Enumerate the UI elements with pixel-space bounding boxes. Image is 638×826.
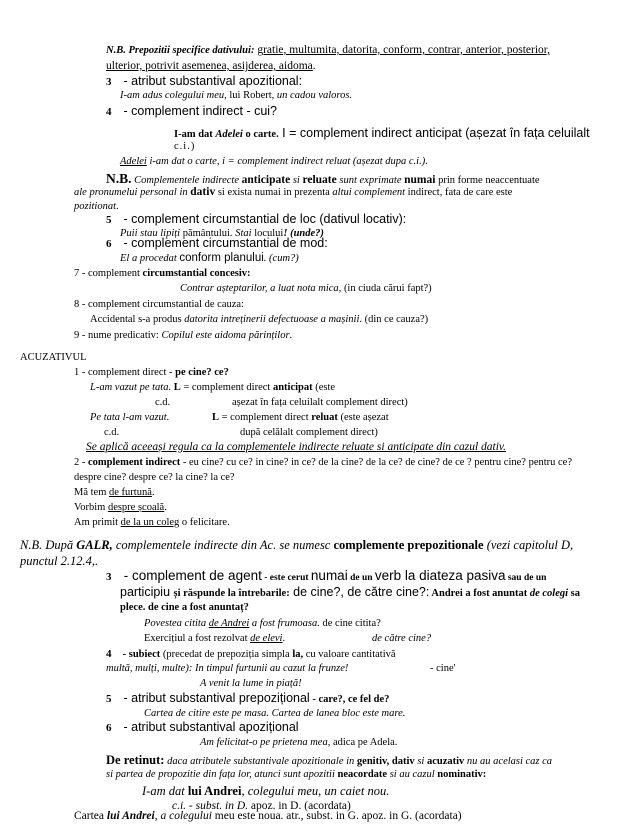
item-text: circumstantial concesiv: [142, 268, 251, 279]
acc-item-3-cont [120, 585, 580, 600]
note-text: nominativ: [437, 769, 487, 780]
acc-example-3 [74, 487, 154, 499]
acc-item-2 [74, 457, 572, 469]
example-text: o felicitare. [179, 517, 230, 528]
item-text: 7 - complement [74, 268, 143, 279]
period: . [282, 633, 286, 644]
example-text: I-am adus colegului meu, [120, 90, 227, 101]
acc-item-6-ex [200, 737, 397, 749]
example-text: = complement direct [180, 382, 273, 393]
example-text: (in ciuda cărui fapt?) [341, 283, 432, 294]
example-text: . (cum?) [263, 253, 299, 264]
item-number: 4 [106, 648, 112, 660]
note-text: acuzativ [426, 756, 465, 767]
period: . [312, 60, 316, 72]
item-4-example-cont [174, 141, 195, 153]
retinut-note-cont [106, 769, 486, 781]
item-8-example [90, 314, 428, 326]
nb-text: indirect, fata de care este [405, 187, 513, 198]
nb-text: N.B. După [20, 538, 77, 552]
item-text: despre cine? despre ce? la cine? la ce? [74, 472, 235, 483]
acc-item-3 [106, 568, 546, 584]
nb-text: si exista numai in prezenta [215, 187, 333, 198]
example-text: Povestea citita [144, 618, 209, 629]
example-text: de Andrei [208, 618, 250, 629]
item-6-example [120, 252, 299, 265]
example-text: A venit la lume in piață! [200, 678, 302, 689]
example-text: o carte. [242, 129, 279, 140]
retinut-note [106, 753, 552, 768]
acc-example-2-cd [104, 427, 119, 439]
example-text: I-am dat [174, 129, 216, 140]
example-text: conform planului [179, 252, 264, 264]
item-text: - este cerut [261, 573, 311, 583]
preposition-list-cont: ulterior, potrivit asemenea, asijderea, aidoma [106, 60, 313, 72]
nb-text: reluate [302, 174, 337, 186]
example-text: lui Andrei [187, 784, 242, 798]
example-text: El a procedat [120, 253, 180, 264]
nb-label: N.B. [106, 171, 132, 186]
example-text: Am felicitat-o pe prietena mea, [200, 737, 331, 748]
acc-item-1 [74, 367, 229, 379]
example-text: Cartea [74, 810, 107, 822]
example-text: de către cine? [372, 633, 432, 644]
example-text: meu este noua. atr., subst. in G. apoz. in G. (acordata) [211, 810, 462, 822]
note-text: daca atributele substantivale apozitionale in [164, 756, 357, 767]
item-text: Andrei a fost anuntat [429, 588, 530, 599]
acc-item-4-ex [200, 678, 302, 690]
acc-example-2-expl [212, 412, 389, 424]
item-text: de colegi [529, 588, 569, 599]
example-text: Adelei [120, 156, 147, 167]
example-text: = complement direct [219, 412, 312, 423]
nb-galr-cont [20, 554, 98, 568]
item-text: plece. de cine a fost anuntaț? [120, 602, 249, 613]
section-heading: ACUZATIVUL [20, 352, 87, 363]
acc-item-3-ex2-q [372, 633, 431, 645]
example-text: reluat [311, 412, 338, 423]
acc-item-5-ex [144, 708, 405, 720]
acc-example-2 [90, 412, 169, 424]
nb-text: sunt exprimate [336, 175, 405, 186]
example-text: (este așezat [337, 412, 389, 423]
example-text: i-am dat o carte, i = complement indirect reluat (așezat dupa c.i.). [146, 156, 428, 167]
nb-text: pozitionat [74, 201, 117, 212]
example-text: Cartea de citire este pe masa. Cartea de lanea bloc este mare. [144, 708, 406, 719]
note-text: si partea de propozitie din fața lor, atunci sunt apozitii [106, 769, 338, 780]
example-text: (este [312, 382, 336, 393]
acc-example-5 [74, 517, 230, 529]
nb-indirect-complements-cont [74, 186, 512, 199]
example-text: c.d. [155, 397, 171, 408]
example-text: Mă tem [74, 487, 109, 498]
example-text: despre școală [107, 502, 165, 513]
example-text: de elevi [250, 633, 283, 644]
example-text: Am primit [74, 517, 121, 528]
item-text: 9 - nume predicativ: [74, 330, 162, 341]
example-text: Contrar așteptarilor, a luat nota mica, [180, 283, 342, 294]
item-title: - subiect [122, 649, 161, 660]
last-example [74, 810, 462, 823]
item-text: sau de un [505, 573, 547, 583]
example-text: Puii stau lipiți [120, 228, 183, 239]
preposition-list: gratie, multumita, datorita, conform, contrar, anterior, posterior, [257, 44, 551, 56]
item-5-title [106, 212, 406, 227]
example-text: I-am dat [142, 784, 188, 798]
item-number: 5 [106, 693, 112, 705]
nb-galr [20, 538, 573, 552]
item-7 [74, 268, 251, 280]
example-text: așezat în fața celuilalt complement direct) [232, 397, 408, 408]
note-label: De retinut: [106, 753, 165, 767]
note-text: si [414, 756, 427, 767]
nb-text: numai [404, 174, 436, 186]
acc-example-2-cont [240, 427, 378, 439]
retinut-example [142, 784, 389, 798]
example-text: . (din ce cauza?) [359, 314, 429, 325]
example-text: de la un coleg [120, 517, 180, 528]
acc-item-3-end [120, 602, 249, 614]
analysis-text: c.i. - subst. in D. [172, 800, 249, 812]
example-text: c.d. [104, 427, 120, 438]
item-number: 3 [106, 571, 112, 583]
acc-item-4-q [430, 663, 456, 675]
rule-text: Se aplică aceeași regula ca la complementele indirecte reluate si anticipate din cazul dativ. [86, 441, 507, 453]
acc-item-3-ex1 [144, 618, 381, 630]
acc-item-4-cont [106, 663, 348, 675]
nb-text: ale pronumelui personal in [74, 187, 191, 198]
item-text: - eu cine? cu ce? in cine? in ce? de la cine? de la ce? de cine? de ce ? pentru cine? pentru ce? [180, 457, 572, 468]
explanation-text: c.i.) [174, 141, 196, 152]
period: . [164, 502, 167, 513]
item-text: de cine?, de către cine?: [289, 585, 430, 599]
acc-example-4 [74, 502, 167, 514]
item-title: - atribut substantival apozitional: [123, 74, 303, 88]
item-text: - care?, ce fel de? [309, 694, 390, 705]
nb-text: Complementele indirecte [131, 175, 242, 186]
nb-text: GALR, [76, 538, 113, 552]
example-text: . Stai [229, 228, 255, 239]
nb-text: complemente prepozitionale [333, 538, 484, 552]
item-title: - atribut substantival apozițional [123, 720, 299, 734]
example-text: după celălalt complement direct) [240, 427, 378, 438]
item-3-example [120, 90, 352, 102]
example-text: datorita intreținerii defectuoase a mașinii [184, 314, 360, 325]
example-text: Copilul este aidoma părinților [161, 330, 290, 341]
example-text: ! (unde?) [283, 228, 324, 239]
period: . [151, 487, 155, 498]
nb-indirect-complements [106, 171, 540, 187]
acc-example-1 [90, 382, 335, 394]
item-text: 2 - [74, 457, 88, 468]
nb-text: complementele indirecte din Ac. se numesc [112, 538, 334, 552]
nb-text: prin forme neaccentuate [435, 175, 540, 186]
item-title: - complement circumstantial de mod: [123, 236, 328, 250]
nb-label: N.B. Prepozitii specifice dativului: [106, 45, 255, 56]
note-text: neacordate [337, 769, 388, 780]
period: . [289, 330, 293, 341]
nb-text: anticipate [241, 174, 291, 186]
item-text: și răspunde la întrebarile: [173, 588, 290, 599]
example-text: - cine' [430, 663, 456, 674]
nb-text: dativ [190, 186, 216, 198]
acc-rule-note [86, 441, 506, 454]
example-text: , a colegului [154, 810, 212, 822]
acc-example-1-cont [232, 397, 408, 409]
section-heading-accusative [20, 352, 87, 364]
item-number: 3 [106, 76, 112, 88]
item-text: pe cine? ce? [175, 367, 229, 378]
example-text: Accidental s-a produs [90, 314, 185, 325]
acc-item-5 [106, 691, 389, 706]
example-text: lui Robert, [226, 90, 277, 101]
example-text: Exercițiul a fost rezolvat [144, 633, 251, 644]
period: . [116, 201, 119, 212]
item-text: complement indirect [88, 457, 181, 468]
example-text: Adelei [215, 129, 243, 140]
acc-item-6 [106, 720, 299, 735]
item-4-example-2 [120, 156, 428, 168]
example-text: , colegului meu, un caiet nou. [241, 784, 390, 798]
item-text: verb la diateza pasiva [374, 568, 506, 583]
item-text: sa [568, 588, 580, 599]
analysis-text: apoz. in D. (acordata) [248, 800, 351, 812]
item-7-example [180, 283, 432, 295]
example-text: adica pe Adela. [330, 737, 398, 748]
nb-dative-prepositions-line1 [106, 44, 550, 57]
item-text: de un [347, 573, 375, 583]
explanation-text: I = complement indirect anticipat (așezat în fața celuilalt [278, 126, 590, 140]
acc-item-4 [106, 648, 396, 661]
example-text: lui Andrei [106, 810, 155, 822]
nb-text: si [290, 175, 303, 186]
example-text: multă, mulți, multe): In timpul furtunii au cazut la frunze! [106, 663, 349, 674]
example-text: Vorbim [74, 502, 108, 513]
item-text: cu valoare cantitativă [303, 649, 396, 660]
item-text: (precedat de prepoziția simpla [160, 649, 293, 660]
note-text: nu au acelasi caz ca [464, 756, 553, 767]
item-number: 5 [106, 214, 112, 226]
nb-text: punctul 2.12.4,. [20, 554, 99, 568]
example-text: anticipat [272, 382, 313, 393]
item-text: la, [292, 649, 304, 660]
item-3-title [106, 74, 302, 89]
nb-text: altui complement [332, 187, 406, 198]
acc-item-2-questions [74, 472, 235, 484]
item-text: numai [310, 568, 348, 583]
example-text: L-am vazut pe tata. [90, 382, 172, 393]
item-text: 8 - complement circumstantial de cauza: [74, 299, 244, 310]
nb-dative-prepositions-line2 [106, 60, 316, 73]
item-8 [74, 299, 244, 311]
example-text: de furtună [109, 487, 152, 498]
item-title: - complement indirect - cui? [123, 104, 278, 118]
example-text: locului [254, 228, 284, 239]
note-text: si au cazul [387, 769, 438, 780]
item-title: - complement de agent [123, 568, 262, 583]
item-text: participiu [120, 585, 174, 599]
example-text: L [171, 382, 181, 393]
example-text: L [212, 412, 220, 423]
acc-item-3-ex2 [144, 633, 285, 645]
item-number: 4 [106, 106, 112, 118]
example-text: Pe tata l-am vazut. [90, 412, 170, 423]
item-number: 6 [106, 238, 112, 250]
item-title: - atribut substantival prepozițional [123, 691, 310, 705]
item-4-title [106, 104, 277, 119]
item-6-title [106, 236, 328, 251]
acc-example-1-cd [155, 397, 170, 409]
example-text: pământului [182, 228, 230, 239]
example-text: a fost frumoasa. [249, 618, 320, 629]
item-9 [74, 330, 292, 342]
example-text: un cadou valoros. [276, 90, 353, 101]
item-title: - complement circumstantial de loc (dativul locativ): [123, 212, 407, 226]
example-text: de cine citita? [319, 618, 381, 629]
item-number: 6 [106, 722, 112, 734]
nb-text: (vezi capitolul D, [483, 538, 574, 552]
item-text: 1 - complement direct - [74, 367, 176, 378]
item-4-example [174, 126, 590, 141]
note-text: genitiv, dativ [356, 756, 415, 767]
